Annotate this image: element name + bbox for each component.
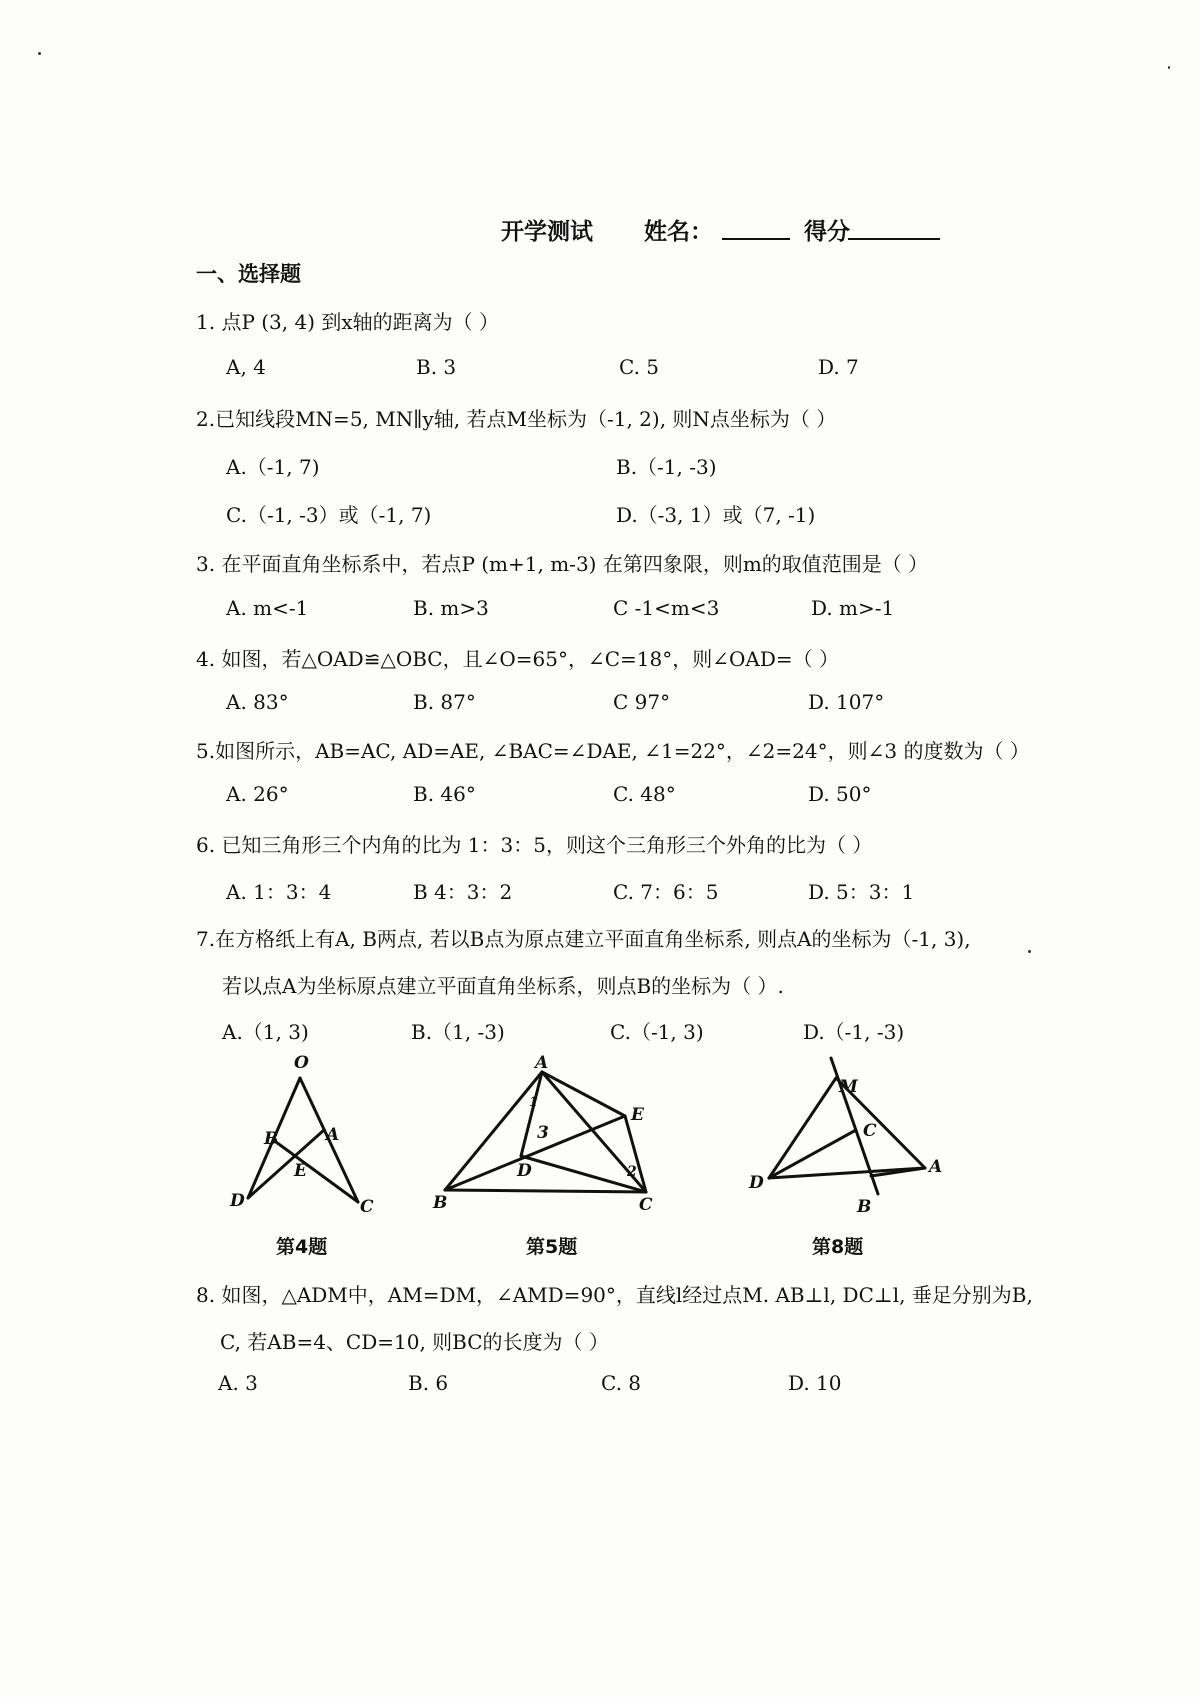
figure-8-label-a: A xyxy=(929,1157,943,1177)
figure-5-label-3: 3 xyxy=(537,1123,549,1143)
question-8-text-line2: C, 若AB=4、CD=10, 则BC的长度为（ ） xyxy=(220,1330,609,1354)
figure-4-label-b: B xyxy=(264,1129,279,1149)
question-1-option-a[interactable]: A, 4 xyxy=(226,355,266,379)
figure-5-label-2: 2 xyxy=(627,1164,637,1180)
question-5-option-a[interactable]: A. 26° xyxy=(226,782,289,806)
question-8-option-d[interactable]: D. 10 xyxy=(788,1371,842,1395)
question-2-text: 2.已知线段MN=5, MN∥y轴, 若点M坐标为（-1, 2), 则N点坐标为（ ） xyxy=(196,407,837,431)
figure-5-label-c: C xyxy=(639,1195,653,1215)
section-title: 一、选择题 xyxy=(196,262,301,286)
question-5-option-c[interactable]: C. 48° xyxy=(613,782,676,806)
question-2-option-a[interactable]: A.（-1, 7) xyxy=(226,455,320,479)
question-4-text: 4. 如图，若△OAD≌△OBC，且∠O=65°，∠C=18°，则∠OAD=（ ） xyxy=(196,647,839,671)
question-1-option-b[interactable]: B. 3 xyxy=(416,355,457,379)
figure-8 xyxy=(745,1048,955,1218)
figure-4-label-e: E xyxy=(294,1161,307,1181)
scan-speck xyxy=(1028,950,1031,953)
score-blank[interactable] xyxy=(848,216,940,240)
question-8-text: 8. 如图，△ADM中，AM=DM，∠AMD=90°，直线l经过点M. AB⊥l, DC⊥l, 垂足分别为B, xyxy=(196,1283,1033,1307)
figure-5 xyxy=(425,1048,670,1218)
question-7-option-c[interactable]: C.（-1, 3) xyxy=(610,1020,704,1044)
question-1-option-d[interactable]: D. 7 xyxy=(818,355,859,379)
figure-5-label-b: B xyxy=(433,1193,448,1213)
question-6-text: 6. 已知三角形三个内角的比为 1：3：5，则这个三角形三个外角的比为（ ） xyxy=(196,833,873,857)
question-3-option-c[interactable]: C -1<m<3 xyxy=(613,596,720,620)
figure-8-label-c: C xyxy=(863,1121,877,1141)
question-7-option-d[interactable]: D.（-1, -3) xyxy=(803,1020,905,1044)
question-3-text: 3. 在平面直角坐标系中，若点P (m+1, m-3) 在第四象限，则m的取值范围是（ ） xyxy=(196,552,929,576)
question-4-option-d[interactable]: D. 107° xyxy=(808,690,885,714)
question-6-option-d[interactable]: D. 5：3：1 xyxy=(808,880,915,904)
question-1-text: 1. 点P (3, 4) 到x轴的距离为（ ） xyxy=(196,310,500,334)
question-2-option-c[interactable]: C.（-1, -3）或（-1, 7) xyxy=(226,503,432,527)
figure-8-label-b: B xyxy=(857,1197,872,1217)
question-5-option-d[interactable]: D. 50° xyxy=(808,782,872,806)
question-6-option-c[interactable]: C. 7：6：5 xyxy=(613,880,719,904)
question-4-option-c[interactable]: C 97° xyxy=(613,690,671,714)
figure-8-caption: 第8题 xyxy=(812,1236,864,1258)
question-2-option-d[interactable]: D.（-3, 1）或（7, -1) xyxy=(616,503,816,527)
question-4-option-b[interactable]: B. 87° xyxy=(413,690,476,714)
question-6-option-a[interactable]: A. 1：3：4 xyxy=(226,880,332,904)
figure-8-label-d: D xyxy=(749,1173,764,1193)
figure-4-label-c: C xyxy=(360,1197,374,1217)
question-4-option-a[interactable]: A. 83° xyxy=(226,690,289,714)
question-3-option-a[interactable]: A. m<-1 xyxy=(226,596,309,620)
score-label: 得分 xyxy=(804,219,850,245)
figure-8-label-m: M xyxy=(839,1077,858,1097)
figure-5-label-a: A xyxy=(535,1053,549,1073)
question-7-option-a[interactable]: A.（1, 3) xyxy=(222,1020,309,1044)
question-7-text: 7.在方格纸上有A, B两点, 若以B点为原点建立平面直角坐标系, 则点A的坐标为（-1, 3), xyxy=(196,927,971,951)
name-blank[interactable] xyxy=(722,216,790,240)
figure-5-caption: 第5题 xyxy=(526,1236,578,1258)
question-2-option-b[interactable]: B.（-1, -3) xyxy=(616,455,717,479)
figure-5-label-e: E xyxy=(631,1105,644,1125)
question-8-option-c[interactable]: C. 8 xyxy=(601,1371,642,1395)
question-3-option-b[interactable]: B. m>3 xyxy=(413,596,489,620)
figure-4-label-o: O xyxy=(294,1053,309,1073)
figure-5-label-d: D xyxy=(517,1161,532,1181)
name-label: 姓名： xyxy=(644,219,713,245)
figure-4-caption: 第4题 xyxy=(276,1236,328,1258)
question-5-option-b[interactable]: B. 46° xyxy=(413,782,476,806)
scan-speck xyxy=(1168,66,1170,69)
question-5-text: 5.如图所示，AB=AC, AD=AE, ∠BAC=∠DAE, ∠1=22°，∠2=24°，则∠3 的度数为（ ） xyxy=(196,739,1030,763)
figure-4-label-a: A xyxy=(326,1125,340,1145)
question-7-option-b[interactable]: B.（1, -3) xyxy=(411,1020,505,1044)
question-1-option-c[interactable]: C. 5 xyxy=(619,355,660,379)
question-6-option-b[interactable]: B 4：3：2 xyxy=(413,880,513,904)
question-7-text-line2: 若以点A为坐标原点建立平面直角坐标系，则点B的坐标为（ ）. xyxy=(222,974,784,998)
question-8-option-b[interactable]: B. 6 xyxy=(408,1371,449,1395)
figure-4-label-d: D xyxy=(230,1191,245,1211)
question-8-option-a[interactable]: A. 3 xyxy=(218,1371,258,1395)
figure-4 xyxy=(220,1050,390,1220)
figure-5-label-1: 1 xyxy=(529,1095,539,1110)
exam-title: 开学测试 xyxy=(501,219,593,245)
question-3-option-d[interactable]: D. m>-1 xyxy=(811,596,895,620)
scan-speck xyxy=(38,52,41,55)
